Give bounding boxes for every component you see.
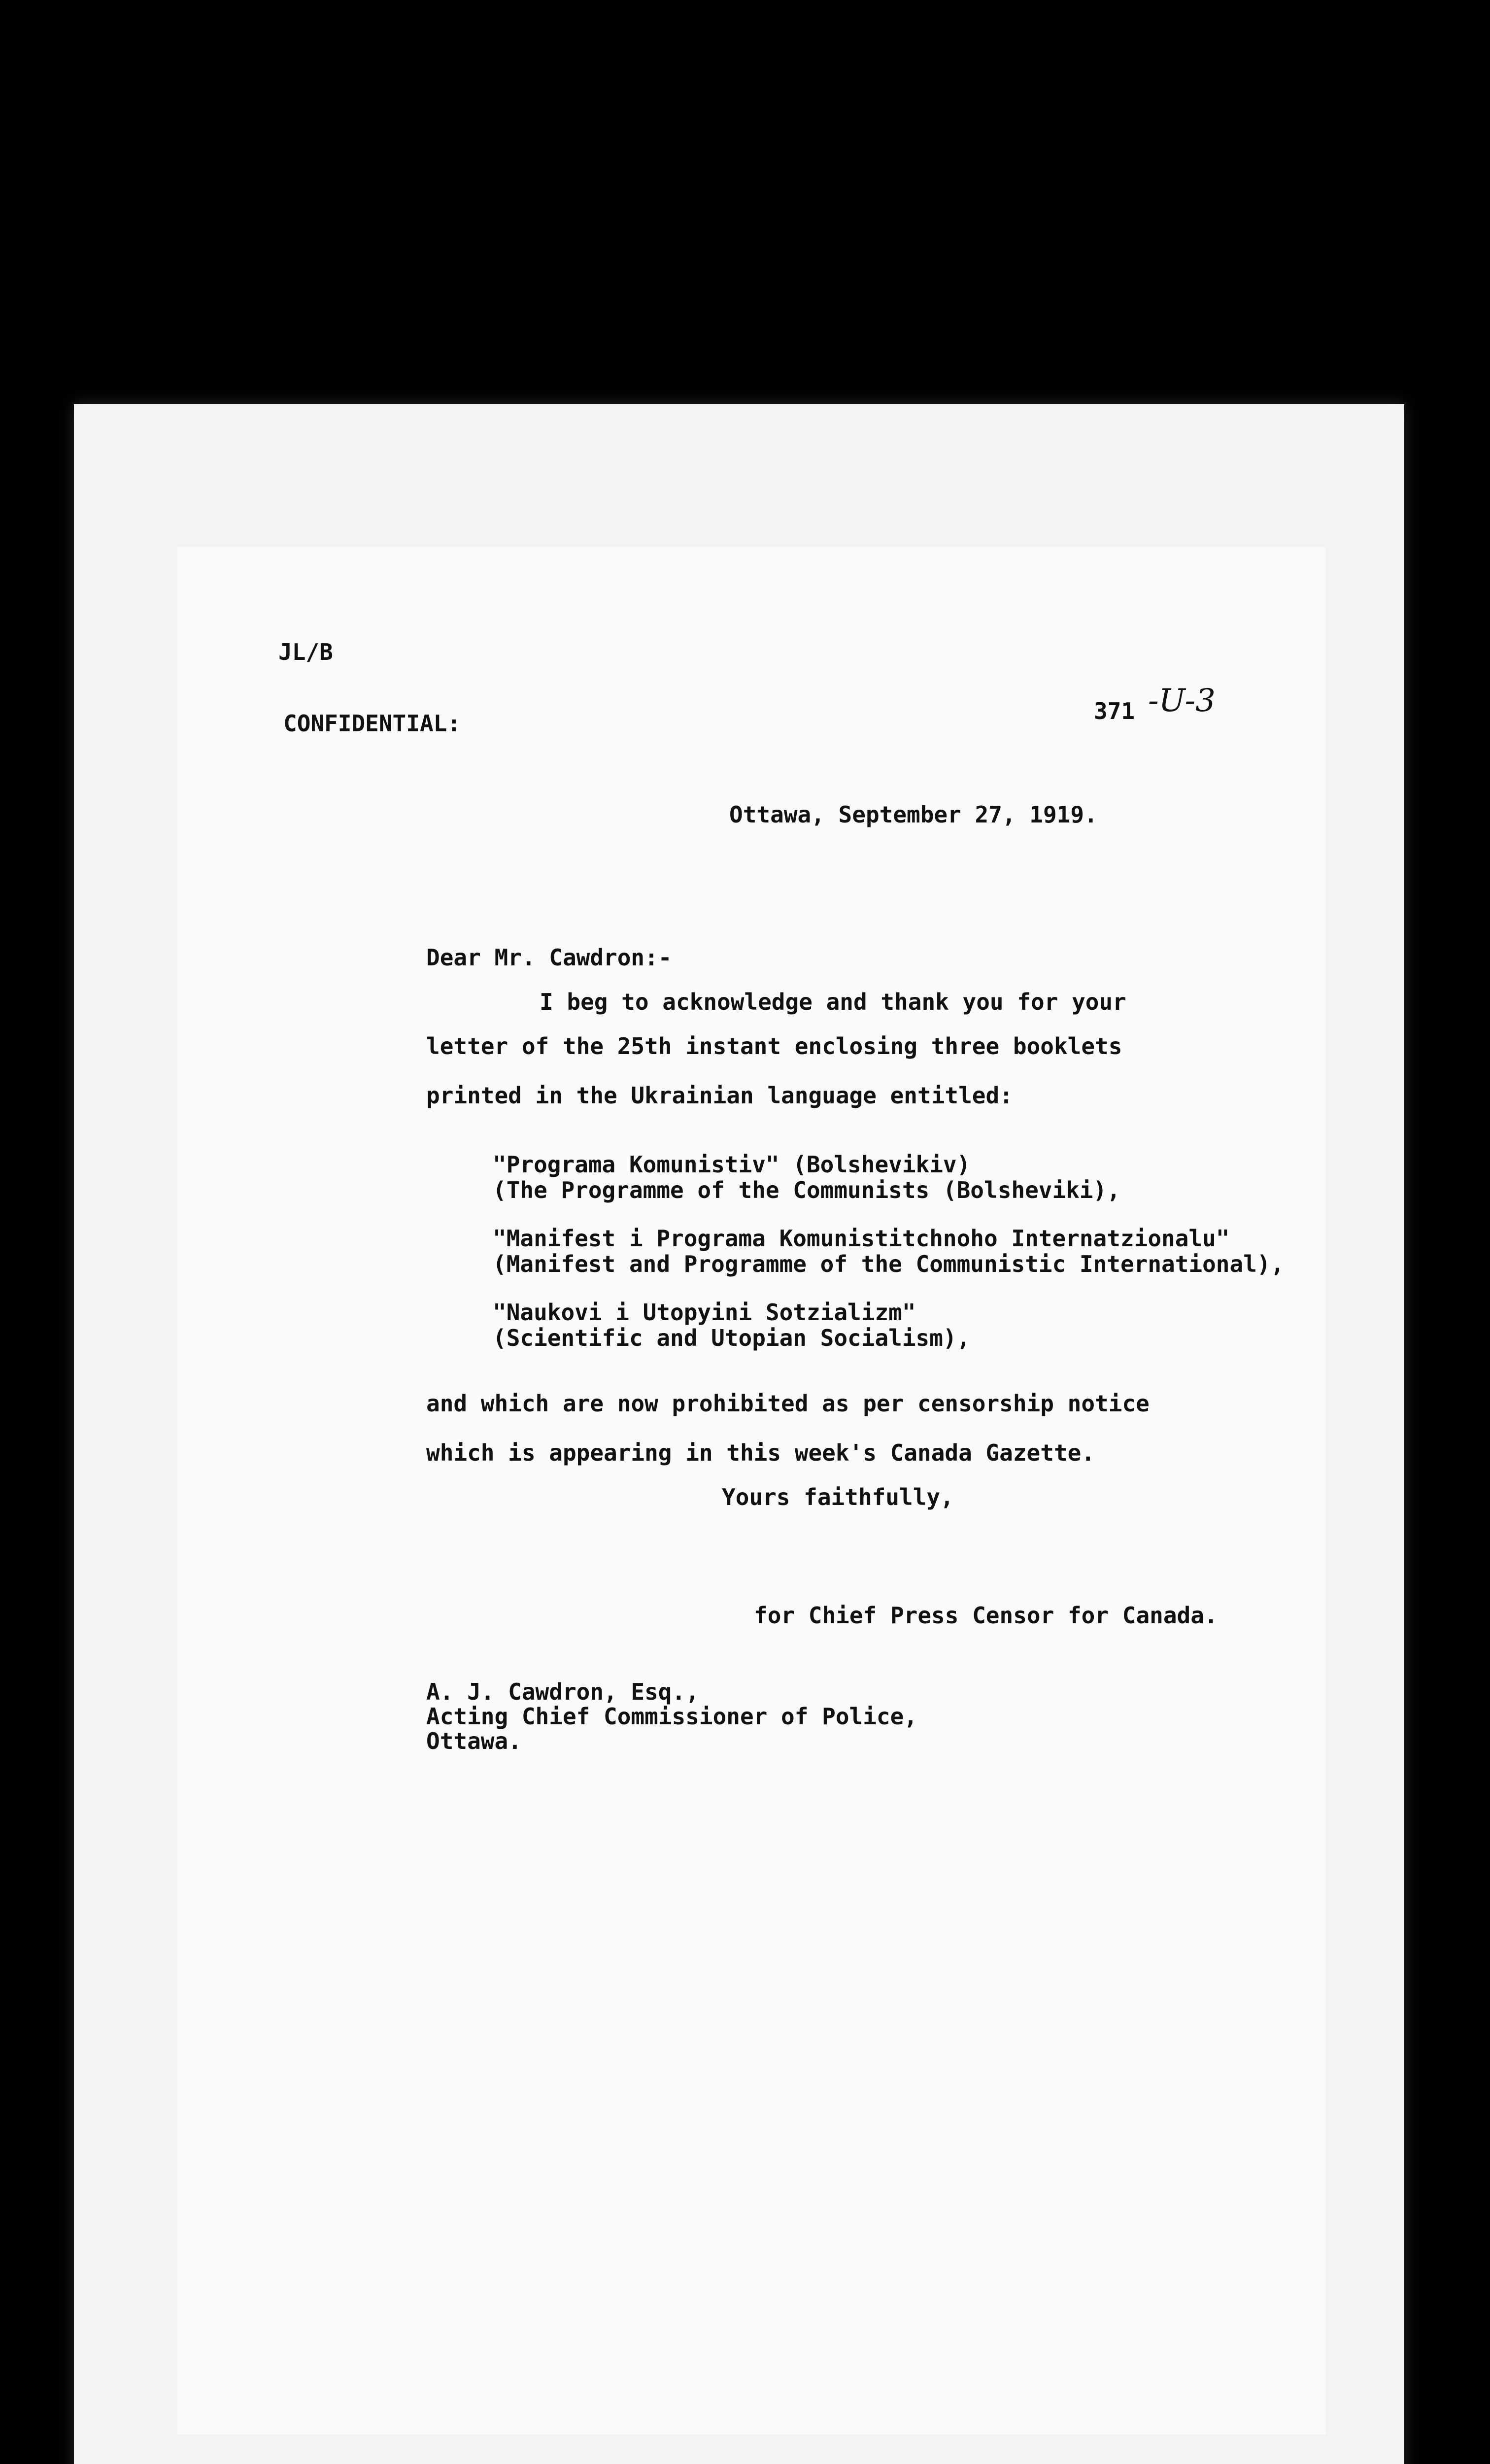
addressee-line: A. J. Cawdron, Esq.,: [426, 1678, 699, 1705]
place-date: Ottawa, September 27, 1919.: [729, 801, 1098, 828]
booklet-title: "Naukovi i Utopyini Sotzializm": [493, 1299, 916, 1326]
booklet-title: "Programa Komunistiv" (Bolshevikiv): [493, 1151, 971, 1178]
salutation: Dear Mr. Cawdron:-: [426, 944, 672, 971]
addressee-line: Acting Chief Commissioner of Police,: [426, 1703, 917, 1730]
body-line: I beg to acknowledge and thank you for your: [540, 989, 1126, 1015]
file-number: 371: [1094, 698, 1135, 724]
body-line: letter of the 25th instant enclosing three booklets: [426, 1033, 1122, 1060]
file-number-handwritten: -U-3: [1148, 683, 1216, 719]
complimentary-close: Yours faithfully,: [722, 1484, 954, 1510]
booklet-title: "Manifest i Programa Komunistitchnoho Internatzionalu": [493, 1225, 1230, 1252]
booklet-translation: (Manifest and Programme of the Communistic International),: [493, 1251, 1285, 1277]
confidential-heading: CONFIDENTIAL:: [283, 710, 461, 737]
body-line: printed in the Ukrainian language entitled:: [426, 1082, 1013, 1109]
closing-line: and which are now prohibited as per censorship notice: [426, 1390, 1150, 1417]
reference-initials: JL/B: [278, 639, 333, 665]
booklet-translation: (The Programme of the Communists (Bolsheviki),: [493, 1177, 1120, 1203]
closing-line: which is appearing in this week's Canada Gazette.: [426, 1439, 1095, 1466]
signature-line: for Chief Press Censor for Canada.: [754, 1602, 1218, 1629]
addressee-line: Ottawa.: [426, 1728, 522, 1754]
booklet-translation: (Scientific and Utopian Socialism),: [493, 1325, 971, 1351]
